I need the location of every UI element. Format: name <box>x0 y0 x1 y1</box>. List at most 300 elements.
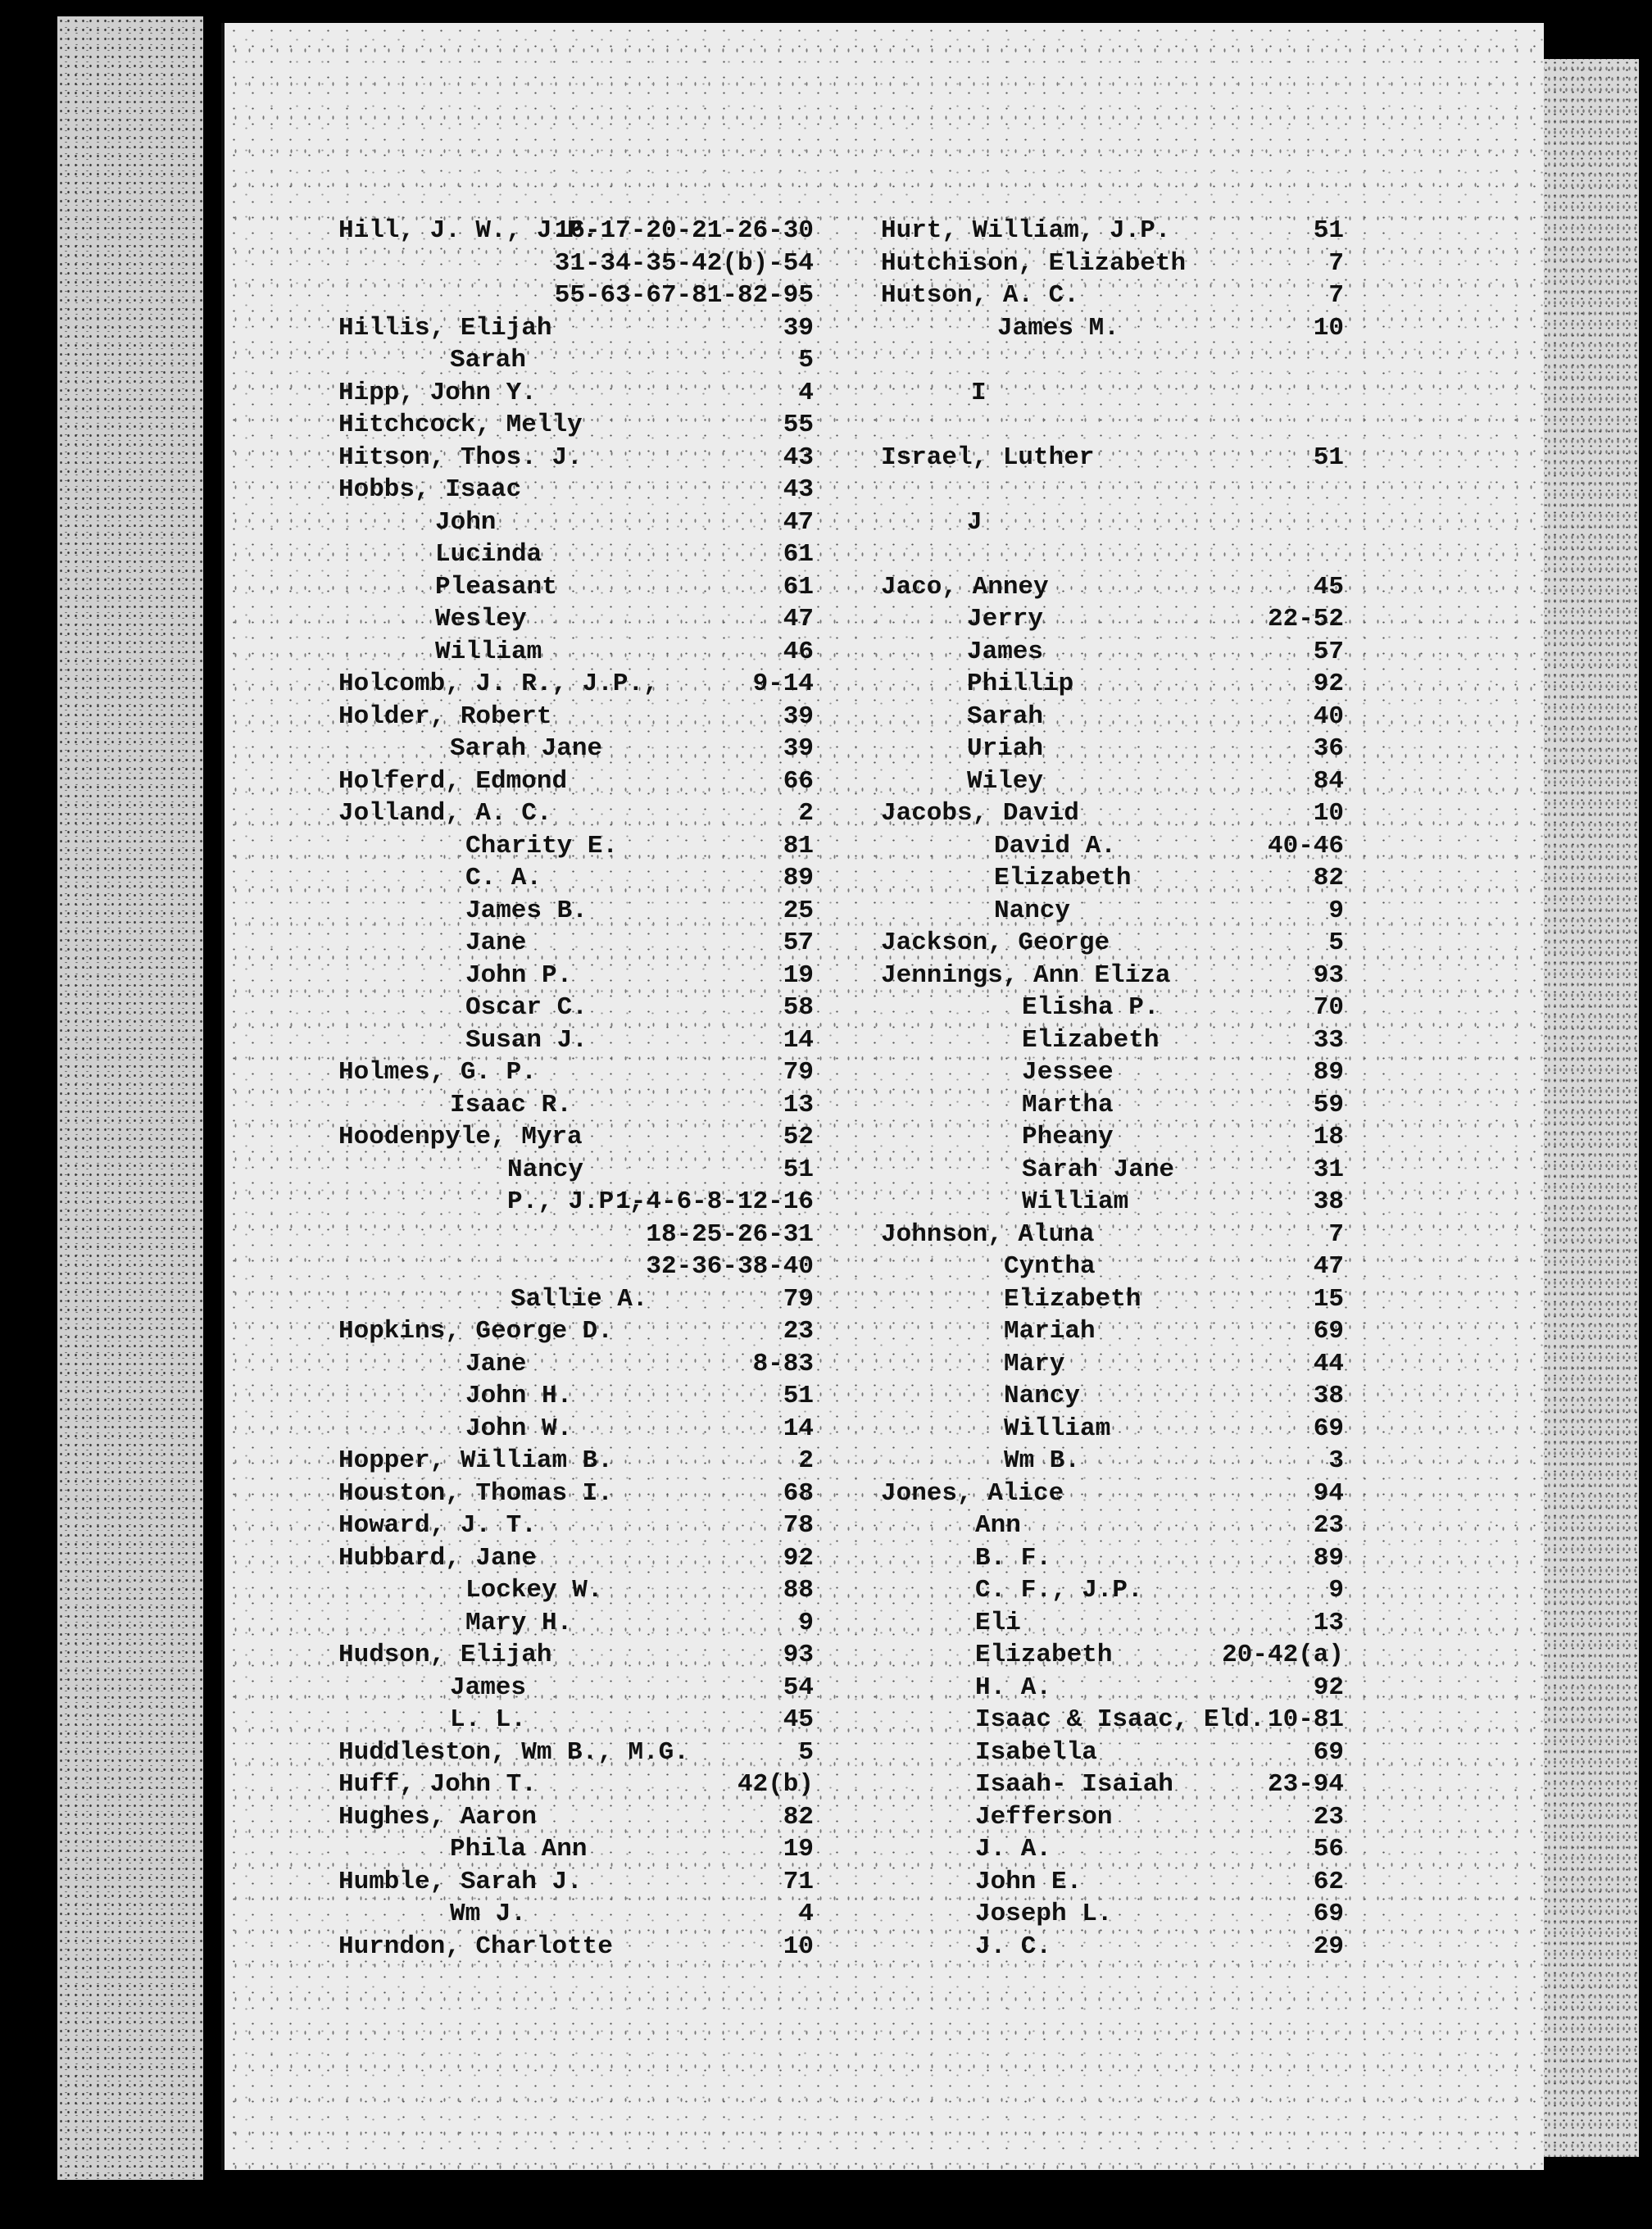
index-entry <box>881 1672 1344 1705</box>
entry-name: Wm J. <box>450 1900 527 1928</box>
index-entry <box>338 1931 814 1963</box>
index-entry <box>881 538 1344 571</box>
entry-page-refs: 23-94 <box>1267 1770 1344 1799</box>
entry-name: Sarah Jane <box>1022 1155 1175 1184</box>
entry-page-refs: 13 <box>783 1090 814 1119</box>
entry-page-refs: 5 <box>1328 928 1344 957</box>
index-entry <box>881 1509 1344 1542</box>
index-entry <box>881 247 1344 280</box>
index-entry <box>881 1024 1344 1057</box>
entry-name: J <box>967 507 983 537</box>
entry-page-refs: 10-81 <box>1267 1705 1344 1734</box>
index-entry <box>338 895 814 928</box>
entry-name: Sarah <box>450 346 527 375</box>
index-entry <box>338 603 814 636</box>
entry-name: Nancy <box>994 896 1071 925</box>
page-binding <box>203 16 221 2196</box>
index-entry <box>338 1283 814 1316</box>
entry-name: Isaac & Isaac, Eld. <box>975 1705 1265 1734</box>
index-entry <box>338 830 814 863</box>
entry-name: Hobbs, Isaac <box>338 475 522 504</box>
entry-page-refs: 89 <box>783 864 814 892</box>
index-entry <box>881 506 1344 539</box>
entry-page-refs: 88 <box>783 1576 814 1605</box>
entry-page-refs: 89 <box>1313 1543 1344 1573</box>
entry-page-refs: 4 <box>798 378 814 407</box>
index-entry <box>881 1704 1344 1736</box>
entry-name: William <box>1004 1414 1111 1443</box>
index-entry <box>881 960 1344 992</box>
entry-page-refs: 43 <box>783 475 814 504</box>
entry-page-refs: 46 <box>783 637 814 666</box>
index-entry <box>881 377 1344 410</box>
entry-page-refs: 92 <box>1313 1673 1344 1702</box>
entry-page-refs: 25 <box>783 896 814 925</box>
entry-page-refs: 38 <box>1313 1187 1344 1216</box>
entry-name: Holferd, Edmond <box>338 766 568 796</box>
index-entry <box>881 1931 1344 1963</box>
index-entry <box>338 668 814 701</box>
index-entry <box>338 377 814 410</box>
entry-name: Sallie A. <box>511 1284 648 1314</box>
entry-name: Jones, Alice <box>881 1478 1064 1508</box>
entry-name: Mariah <box>1004 1317 1096 1346</box>
entry-name: Wm B. <box>1004 1446 1081 1475</box>
entry-name: Oscar C. <box>465 993 588 1022</box>
entry-name: Hoodenpyle, Myra <box>338 1123 583 1151</box>
index-entry <box>881 1445 1344 1478</box>
index-entry <box>338 960 814 992</box>
entry-page-refs: 8-83 <box>752 1349 814 1378</box>
index-entry <box>338 1704 814 1736</box>
entry-page-refs: 14 <box>783 1025 814 1055</box>
entry-name: C. A. <box>465 864 542 892</box>
entry-name: Elizabeth <box>1004 1284 1141 1314</box>
index-entry <box>881 603 1344 636</box>
entry-page-refs: 44 <box>1313 1349 1344 1378</box>
entry-page-refs: 42(b) <box>737 1770 814 1799</box>
entry-name: Hipp, John Y. <box>338 378 537 407</box>
entry-page-refs: 31 <box>1313 1155 1344 1184</box>
index-entry <box>338 1866 814 1899</box>
index-entry <box>338 1833 814 1866</box>
index-entry <box>338 1056 814 1089</box>
entry-name: Howard, J. T. <box>338 1511 537 1540</box>
index-entry <box>881 862 1344 895</box>
index-entry <box>881 571 1344 604</box>
index-entry <box>881 1801 1344 1834</box>
entry-name: Pleasant <box>435 572 557 602</box>
entry-page-refs: 20-42(a) <box>1222 1641 1344 1669</box>
entry-name: Holmes, G. P. <box>338 1058 537 1087</box>
entry-page-refs: 9-14 <box>752 670 814 698</box>
index-entry <box>338 279 814 312</box>
index-entry <box>338 1509 814 1542</box>
entry-page-refs: 33 <box>1313 1025 1344 1055</box>
entry-page-refs: 39 <box>783 313 814 343</box>
index-entry <box>338 992 814 1024</box>
index-entry <box>881 1121 1344 1154</box>
index-entry <box>338 1445 814 1478</box>
entry-name: Jacobs, David <box>881 799 1079 828</box>
index-entry <box>338 765 814 798</box>
entry-page-refs: 32-36-38-40 <box>646 1252 814 1281</box>
entry-page-refs: 9 <box>798 1608 814 1637</box>
entry-name: Elizabeth <box>1022 1025 1160 1055</box>
entry-name: Phillip <box>967 670 1074 698</box>
entry-page-refs: 92 <box>1313 670 1344 698</box>
entry-page-refs: 71 <box>783 1867 814 1896</box>
index-entry <box>881 1736 1344 1769</box>
entry-name: Jaco, Anney <box>881 572 1049 602</box>
index-entry <box>338 636 814 669</box>
index-entry <box>881 830 1344 863</box>
entry-name: Hudson, Elijah <box>338 1641 552 1669</box>
entry-name: L. L. <box>450 1705 527 1734</box>
index-entry <box>338 797 814 830</box>
entry-page-refs: 62 <box>1313 1867 1344 1896</box>
entry-page-refs: 51 <box>783 1155 814 1184</box>
entry-page-refs: 55 <box>783 411 814 439</box>
entry-page-refs: 78 <box>783 1511 814 1540</box>
entry-name: Wiley <box>967 766 1044 796</box>
index-entry <box>881 992 1344 1024</box>
entry-page-refs: 47 <box>783 507 814 537</box>
index-entry <box>338 1121 814 1154</box>
entry-name: Lucinda <box>435 540 542 569</box>
entry-page-refs: 18 <box>1313 1123 1344 1151</box>
entry-page-refs: 52 <box>783 1123 814 1151</box>
index-entry <box>338 1574 814 1607</box>
entry-name: Mary <box>1004 1349 1065 1378</box>
entry-name: Hutson, A. C. <box>881 281 1079 310</box>
entry-name: Nancy <box>1004 1382 1081 1410</box>
entry-page-refs: 69 <box>1313 1317 1344 1346</box>
entry-page-refs: 39 <box>783 734 814 763</box>
entry-name: H. A. <box>975 1673 1052 1702</box>
index-entry <box>881 765 1344 798</box>
entry-page-refs: 2 <box>798 1446 814 1475</box>
entry-name: John H. <box>465 1382 573 1410</box>
index-entry <box>881 1154 1344 1187</box>
index-entry <box>881 895 1344 928</box>
entry-page-refs: 66 <box>783 766 814 796</box>
entry-page-refs: 23 <box>1313 1802 1344 1832</box>
index-entry <box>338 409 814 442</box>
entry-page-refs: 7 <box>1328 248 1344 278</box>
index-entry <box>881 1542 1344 1575</box>
entry-name: Israel, Luther <box>881 443 1095 472</box>
entry-page-refs: 9 <box>1328 1576 1344 1605</box>
entry-page-refs: 54 <box>783 1673 814 1702</box>
entry-page-refs: 92 <box>783 1543 814 1573</box>
index-entry <box>881 701 1344 733</box>
index-entry <box>881 1251 1344 1283</box>
entry-name: Hopkins, George D. <box>338 1317 613 1346</box>
index-entry <box>881 1283 1344 1316</box>
entry-page-refs: 19 <box>783 960 814 990</box>
index-entry <box>881 279 1344 312</box>
entry-page-refs: 39 <box>783 701 814 731</box>
entry-name: Hopper, William B. <box>338 1446 613 1475</box>
index-entry <box>881 797 1344 830</box>
index-entry <box>881 636 1344 669</box>
index-entry <box>338 344 814 377</box>
entry-name: Jackson, George <box>881 928 1110 957</box>
index-entry <box>881 312 1344 345</box>
entry-name: Hitson, Thos. J. <box>338 443 583 472</box>
entry-page-refs: 19 <box>783 1835 814 1864</box>
index-entry <box>338 701 814 733</box>
entry-page-refs: 38 <box>1313 1382 1344 1410</box>
entry-name: Houston, Thomas I. <box>338 1478 613 1508</box>
index-entry <box>338 1672 814 1705</box>
entry-name: Jessee <box>1022 1058 1114 1087</box>
entry-name: Holcomb, J. R., J.P., <box>338 670 659 698</box>
index-entry <box>881 1380 1344 1413</box>
index-entry <box>338 538 814 571</box>
index-entry <box>881 1898 1344 1931</box>
entry-name: J. C. <box>975 1932 1052 1961</box>
entry-name: James <box>967 637 1044 666</box>
entry-name: Elizabeth <box>975 1641 1113 1669</box>
entry-name: Humble, Sarah J. <box>338 1867 583 1896</box>
index-entry <box>881 215 1344 247</box>
index-entry <box>881 1089 1344 1122</box>
entry-name: Cyntha <box>1004 1252 1096 1281</box>
index-entry <box>338 1542 814 1575</box>
entry-page-refs: 29 <box>1313 1932 1344 1961</box>
entry-name: John P. <box>465 960 573 990</box>
entry-page-refs: 43 <box>783 443 814 472</box>
index-entry <box>338 1639 814 1672</box>
entry-name: I <box>971 378 987 407</box>
entry-page-refs: 16-17-20-21-26-30 <box>554 216 814 245</box>
index-entry <box>338 733 814 765</box>
entry-name: Jane <box>465 1349 527 1378</box>
index-entry <box>338 1315 814 1348</box>
index-entry <box>881 409 1344 442</box>
entry-name: Mary H. <box>465 1608 573 1637</box>
entry-page-refs: 51 <box>1313 443 1344 472</box>
index-entry <box>338 1154 814 1187</box>
entry-page-refs: 14 <box>783 1414 814 1443</box>
entry-name: Sarah <box>967 701 1044 731</box>
entry-page-refs: 23 <box>783 1317 814 1346</box>
index-entry <box>881 1574 1344 1607</box>
index-entry <box>881 1186 1344 1219</box>
entry-page-refs: 57 <box>783 928 814 957</box>
index-entry <box>338 1219 814 1251</box>
index-entry <box>881 344 1344 377</box>
entry-page-refs: 47 <box>783 605 814 633</box>
entry-page-refs: 58 <box>783 993 814 1022</box>
entry-page-refs: 5 <box>798 1737 814 1767</box>
entry-page-refs: 9 <box>1328 896 1344 925</box>
index-entry <box>338 1251 814 1283</box>
index-entry <box>338 1024 814 1057</box>
entry-name: Phila Ann <box>450 1835 588 1864</box>
index-entry <box>338 1348 814 1381</box>
index-entry <box>338 1089 814 1122</box>
entry-name: Wesley <box>435 605 527 633</box>
entry-name: James <box>450 1673 527 1702</box>
index-entry <box>881 1348 1344 1381</box>
index-entry <box>338 1801 814 1834</box>
entry-name: Elizabeth <box>994 864 1132 892</box>
entry-page-refs: 18-25-26-31 <box>646 1219 814 1249</box>
entry-page-refs: 69 <box>1313 1900 1344 1928</box>
index-entry <box>881 668 1344 701</box>
entry-page-refs: 56 <box>1313 1835 1344 1864</box>
index-entry <box>338 1413 814 1446</box>
entry-page-refs: 10 <box>1313 799 1344 828</box>
entry-page-refs: 61 <box>783 540 814 569</box>
entry-name: William <box>435 637 542 666</box>
entry-page-refs: 93 <box>783 1641 814 1669</box>
entry-page-refs: 40 <box>1313 701 1344 731</box>
index-entry <box>338 571 814 604</box>
entry-name: B. F. <box>975 1543 1052 1573</box>
entry-page-refs: 10 <box>783 1932 814 1961</box>
index-entry <box>881 1478 1344 1510</box>
entry-name: James B. <box>465 896 588 925</box>
index-entry <box>881 442 1344 474</box>
entry-page-refs: 1-4-6-8-12-16 <box>615 1187 814 1216</box>
entry-name: Joseph L. <box>975 1900 1113 1928</box>
index-entry <box>338 506 814 539</box>
entry-name: J. A. <box>975 1835 1052 1864</box>
entry-page-refs: 94 <box>1313 1478 1344 1508</box>
entry-page-refs: 47 <box>1313 1252 1344 1281</box>
entry-page-refs: 2 <box>798 799 814 828</box>
entry-name: Holder, Robert <box>338 701 552 731</box>
entry-page-refs: 4 <box>798 1900 814 1928</box>
entry-page-refs: 15 <box>1313 1284 1344 1314</box>
index-entry <box>881 1607 1344 1640</box>
entry-page-refs: 7 <box>1328 1219 1344 1249</box>
entry-page-refs: 70 <box>1313 993 1344 1022</box>
index-entry <box>338 1898 814 1931</box>
entry-page-refs: 59 <box>1313 1090 1344 1119</box>
index-entry <box>338 474 814 506</box>
entry-name: Hughes, Aaron <box>338 1802 537 1832</box>
entry-name: Jennings, Ann Eliza <box>881 960 1171 990</box>
entry-page-refs: 82 <box>1313 864 1344 892</box>
entry-name: Ann <box>975 1511 1021 1540</box>
entry-name: C. F., J.P. <box>975 1576 1143 1605</box>
index-entry <box>881 1768 1344 1801</box>
index-entry <box>338 442 814 474</box>
entry-page-refs: 69 <box>1313 1737 1344 1767</box>
index-entry <box>338 1768 814 1801</box>
index-entry <box>338 1736 814 1769</box>
entry-page-refs: 79 <box>783 1058 814 1087</box>
index-entry <box>338 312 814 345</box>
entry-page-refs: 23 <box>1313 1511 1344 1540</box>
entry-name: James M. <box>997 313 1119 343</box>
entry-name: Lockey W. <box>465 1576 603 1605</box>
index-entry <box>881 1413 1344 1446</box>
entry-page-refs: 79 <box>783 1284 814 1314</box>
entry-name: Nancy <box>507 1155 584 1184</box>
index-entry <box>881 1219 1344 1251</box>
entry-page-refs: 55-63-67-81-82-95 <box>554 281 814 310</box>
index-entry <box>338 862 814 895</box>
entry-page-refs: 57 <box>1313 637 1344 666</box>
entry-page-refs: 40-46 <box>1267 831 1344 860</box>
index-entry <box>338 215 814 247</box>
entry-name: Jolland, A. C. <box>338 799 552 828</box>
index-column-left <box>338 215 814 1963</box>
entry-page-refs: 89 <box>1313 1058 1344 1087</box>
entry-name: Jerry <box>967 605 1044 633</box>
index-entry <box>881 1866 1344 1899</box>
entry-page-refs: 31-34-35-42(b)-54 <box>554 248 814 278</box>
index-column-right <box>881 215 1344 1963</box>
index-entry <box>881 1315 1344 1348</box>
entry-name: Elisha P. <box>1022 993 1160 1022</box>
index-entry <box>338 927 814 960</box>
entry-page-refs: 81 <box>783 831 814 860</box>
entry-name: Hurndon, Charlotte <box>338 1932 613 1961</box>
entry-page-refs: 82 <box>783 1802 814 1832</box>
entry-name: Jefferson <box>975 1802 1113 1832</box>
entry-name: Hitchcock, Melly <box>338 411 583 439</box>
entry-name: Huff, John T. <box>338 1770 537 1799</box>
entry-page-refs: 93 <box>1313 960 1344 990</box>
index-entry <box>881 927 1344 960</box>
entry-page-refs: 45 <box>1313 572 1344 602</box>
entry-name: Isaah- Isaiah <box>975 1770 1173 1799</box>
entry-name: Hill, J. W., J.P. <box>338 216 598 245</box>
entry-page-refs: 36 <box>1313 734 1344 763</box>
entry-name: Johnson, Aluna <box>881 1219 1095 1249</box>
entry-name: Jane <box>465 928 527 957</box>
entry-name: Hutchison, Elizabeth <box>881 248 1187 278</box>
entry-page-refs: 45 <box>783 1705 814 1734</box>
adjacent-page-right-edge <box>1532 59 1639 2157</box>
entry-name: Hubbard, Jane <box>338 1543 537 1573</box>
entry-page-refs: 51 <box>1313 216 1344 245</box>
entry-name: Huddleston, Wm B., M.G. <box>338 1737 689 1767</box>
entry-name: John W. <box>465 1414 573 1443</box>
entry-name: Isaac R. <box>450 1090 572 1119</box>
entry-page-refs: 51 <box>783 1382 814 1410</box>
entry-page-refs: 3 <box>1328 1446 1344 1475</box>
entry-page-refs: 68 <box>783 1478 814 1508</box>
entry-name: David A. <box>994 831 1116 860</box>
entry-name: John E. <box>975 1867 1082 1896</box>
index-entry <box>338 1186 814 1219</box>
index-entry <box>338 1380 814 1413</box>
index-entry <box>338 247 814 280</box>
entry-name: Hillis, Elijah <box>338 313 552 343</box>
index-entry <box>881 1833 1344 1866</box>
index-entry <box>338 1607 814 1640</box>
index-entry <box>881 733 1344 765</box>
index-entry <box>881 1056 1344 1089</box>
entry-page-refs: 61 <box>783 572 814 602</box>
entry-page-refs: 84 <box>1313 766 1344 796</box>
entry-page-refs: 7 <box>1328 281 1344 310</box>
entry-page-refs: 13 <box>1313 1608 1344 1637</box>
entry-name: Isabella <box>975 1737 1097 1767</box>
entry-page-refs: 10 <box>1313 313 1344 343</box>
entry-name: Hurt, William, J.P. <box>881 216 1171 245</box>
entry-name: Eli <box>975 1608 1021 1637</box>
entry-page-refs: 69 <box>1313 1414 1344 1443</box>
